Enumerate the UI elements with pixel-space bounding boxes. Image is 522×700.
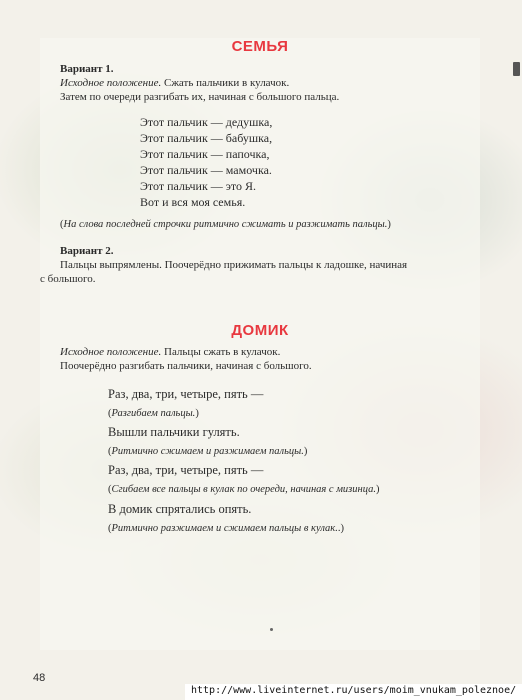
verse-note-text: Разгибаем пальцы. xyxy=(111,408,196,419)
poem-line: Этот пальчик — папочка, xyxy=(140,147,270,161)
poem-line: Этот пальчик — это Я. xyxy=(140,179,257,193)
final-line-note xyxy=(60,218,391,231)
variant-2-label: Вариант 2. xyxy=(60,245,114,257)
verse-note-text: Ритмично сжимаем и разжимаем пальцы. xyxy=(111,446,304,457)
page-edge-tab xyxy=(513,62,520,76)
variant-2-text-line1: Пальцы выпрямлены. Поочерёдно прижимать пальцы к ладошке, начиная xyxy=(60,259,408,271)
poem-line: Вот и вся моя семья. xyxy=(140,195,246,209)
poem-line: Этот пальчик — дедушка, xyxy=(140,115,273,129)
note-paren-open: ( xyxy=(108,523,112,534)
note-paren-close: ) xyxy=(303,446,308,457)
verse-note xyxy=(108,522,344,535)
note-paren-open: ( xyxy=(60,219,64,230)
section-title-semya: СЕМЬЯ xyxy=(231,38,289,55)
verse-note xyxy=(108,407,199,420)
poem-line: Этот пальчик — бабушка, xyxy=(140,131,273,145)
instruction-text: Поочерёдно разгибать пальчики, начиная с большого. xyxy=(60,360,312,372)
note-paren-close: ) xyxy=(387,219,391,230)
verse-note-text: Сгибаем все пальцы в кулак по очереди, начиная с мизинца. xyxy=(111,484,376,495)
poem-line: Этот пальчик — мамочка. xyxy=(140,163,272,177)
note-paren-close: ) xyxy=(375,484,380,495)
verse-note xyxy=(108,445,307,458)
section-title-domik: ДОМИК xyxy=(231,322,289,339)
start-position-line xyxy=(60,77,289,90)
note-paren-open: ( xyxy=(108,446,112,457)
verse-note-text: Ритмично разжимаем и сжимаем пальцы в кулак. xyxy=(111,523,338,534)
instruction-text: Затем по очереди разгибать их, начиная с большого пальца. xyxy=(60,91,340,103)
start-position-text: Сжать пальчики в кулачок. xyxy=(161,77,290,89)
source-url: http://www.liveinternet.ru/users/moim_vnukam_poleznoe/ xyxy=(191,685,517,696)
verse-line: Раз, два, три, четыре, пять — xyxy=(108,387,264,401)
start-position-text: Пальцы сжать в кулачок. xyxy=(161,346,281,358)
page-number: 48 xyxy=(33,672,46,684)
decorative-dot xyxy=(270,628,273,631)
verse-line: Вышли пальчики гулять. xyxy=(108,425,240,439)
verse-line: Раз, два, три, четыре, пять — xyxy=(108,463,264,477)
note-paren-open: ( xyxy=(108,484,112,495)
note-paren-open: ( xyxy=(108,408,112,419)
verse-note xyxy=(108,483,379,496)
start-position-label: Исходное положение. xyxy=(60,346,162,358)
verse-line: В домик спрятались опять. xyxy=(108,502,252,516)
start-position-label: Исходное положение. xyxy=(60,77,162,89)
variant-2-text-line2: с большого. xyxy=(40,273,96,285)
note-text: На слова последней строчки ритмично сжимать и разжимать пальцы. xyxy=(63,219,388,230)
note-paren-close: .) xyxy=(337,523,344,534)
note-paren-close: ) xyxy=(195,408,199,419)
variant-1-label: Вариант 1. xyxy=(60,63,114,75)
text-panel xyxy=(40,38,480,650)
start-position-line xyxy=(60,346,280,359)
